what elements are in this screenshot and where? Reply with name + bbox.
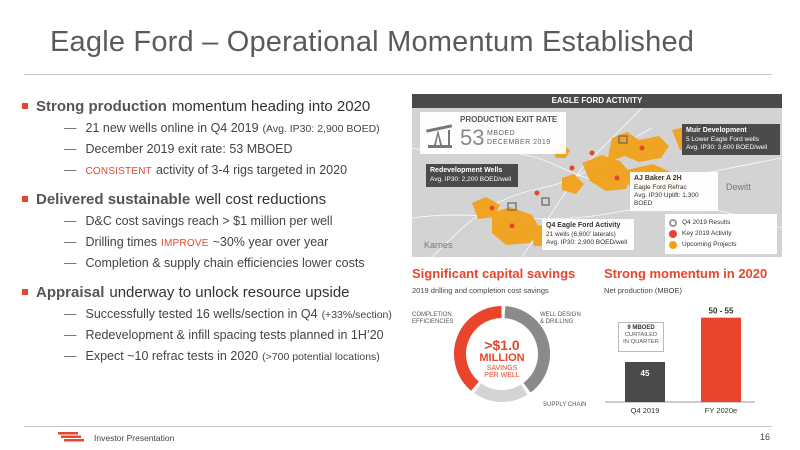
exit-rate-value: 53 xyxy=(460,125,485,150)
callout-muir: Muir Development 5 Lower Eagle Ford wells Avg. IP30: 3,600 BOED/well xyxy=(682,124,780,155)
sub-bullet: — Redevelopment & infill spacing tests planned in 1H’20 xyxy=(64,328,384,342)
city-label-dewitt: Dewitt xyxy=(726,182,752,192)
page-number: 16 xyxy=(759,432,770,442)
eagle-ford-activity-map xyxy=(412,94,782,257)
map-legend xyxy=(665,214,777,254)
dot-icon xyxy=(669,241,677,249)
bullet-square-icon xyxy=(22,196,28,202)
sub-bullet: — December 2019 exit rate: 53 MBOED xyxy=(64,142,293,156)
bar-value-label: 45 xyxy=(640,368,650,378)
bar xyxy=(625,362,665,402)
pumpjack-icon xyxy=(424,118,456,150)
bullet-list xyxy=(22,98,402,377)
sub-bullet: — Drilling times IMPROVE ~30% year over year xyxy=(64,235,329,249)
footer-label: Investor Presentation xyxy=(94,433,175,443)
curtailed-callout: 9 MBOED CURTAILED IN QUARTER xyxy=(618,322,664,352)
donut-label-completion: COMPLETION EFFICIENCIES xyxy=(412,312,454,326)
legend-item: Key 2019 Activity xyxy=(669,228,773,239)
callout-redevelopment: Redevelopment Wells Avg. IP30: 2,200 BOED/well xyxy=(426,164,518,187)
sub-bullet: — CONSISTENT activity of 3-4 rigs targeted in 2020 xyxy=(64,163,348,177)
sub-bullet: — Completion & supply chain efficiencies lower costs xyxy=(64,256,365,270)
callout-q4-activity: Q4 Eagle Ford Activity 21 wells (6,600’ laterals) Avg. IP30: 2,900 BOED/well xyxy=(542,219,634,250)
sub-bullet: — 21 new wells online in Q4 2019 (Avg. IP30: 2,900 BOED) xyxy=(64,121,380,135)
legend-item: Upcoming Projects xyxy=(669,239,773,250)
slide-title: Eagle Ford – Operational Momentum Established xyxy=(50,26,695,58)
map-header: EAGLE FORD ACTIVITY xyxy=(412,94,782,108)
city-label-karnes: Karnes xyxy=(424,240,453,250)
donut-label-supply-chain: SUPPLY CHAIN xyxy=(543,402,587,408)
callout-aj-baker: AJ Baker A 2H Eagle Ford Refrac Avg. IP30 Uplift: 1,300 BOED xyxy=(630,172,718,211)
bullet-group-appraisal xyxy=(22,284,402,363)
savings-title: Significant capital savings xyxy=(412,266,576,281)
dot-icon xyxy=(669,230,677,238)
donut-segment xyxy=(478,388,525,396)
bar-value-label: 50 - 55 xyxy=(708,306,734,316)
sub-bullet: — Expect ~10 refrac tests in 2020 (>700 potential locations) xyxy=(64,349,380,363)
legend-item: Q4 2019 Results xyxy=(669,217,773,228)
title-divider xyxy=(24,74,772,75)
momentum-subtitle: Net production (MBOE) xyxy=(604,286,682,295)
company-logo xyxy=(58,432,84,442)
ring-icon xyxy=(669,219,677,227)
sub-bullet: — D&C cost savings reach > $1 million per well xyxy=(64,214,333,228)
savings-subtitle: 2019 drilling and completion cost savings xyxy=(412,286,549,295)
bar-category-label: Q4 2019 xyxy=(630,406,660,415)
bullet-group-costs xyxy=(22,191,402,270)
bar-category-label: FY 2020e xyxy=(704,406,738,415)
bullet-square-icon xyxy=(22,103,28,109)
production-exit-rate-box: PRODUCTION EXIT RATE 53 MBOED DECEMBER 2019 xyxy=(420,112,566,154)
footer-divider xyxy=(24,426,772,427)
sub-bullet: — Successfully tested 16 wells/section in Q4 (+33%/section) xyxy=(64,307,392,321)
bar xyxy=(701,318,741,402)
production-bar-chart xyxy=(605,300,765,420)
bullet-square-icon xyxy=(22,289,28,295)
bullet-appraisal: Appraisal underway to unlock resource upside xyxy=(22,284,402,301)
bullet-group-production xyxy=(22,98,402,177)
bullet-production: Strong production momentum heading into 2020 xyxy=(22,98,402,115)
momentum-title: Strong momentum in 2020 xyxy=(604,266,768,281)
donut-center-label: >$1.0 MILLION SAVINGS PER WELL xyxy=(479,337,525,379)
bullet-costs: Delivered sustainable well cost reductions xyxy=(22,191,402,208)
donut-label-well-design: WELL DESIGN & DRILLING xyxy=(540,312,581,326)
